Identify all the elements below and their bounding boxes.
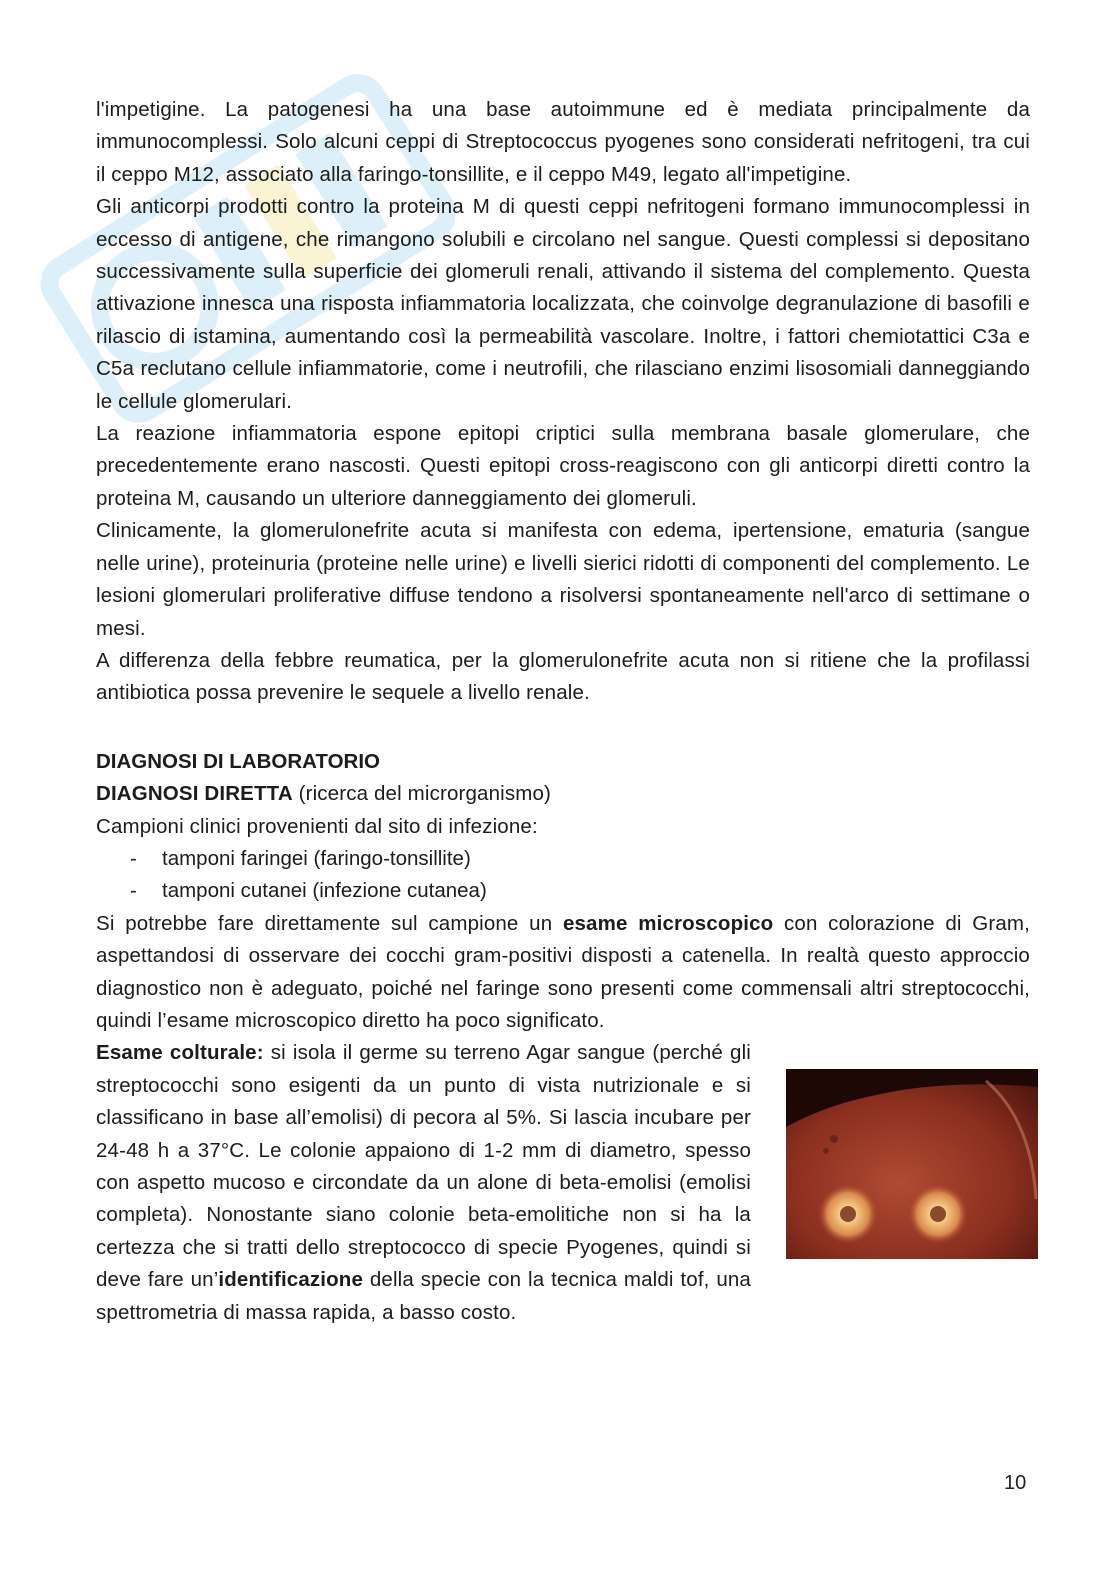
list-item: - tamponi cutanei (infezione cutanea)	[130, 875, 1030, 907]
microscopy-paragraph	[96, 908, 1030, 1038]
microscopy-text-a: Si potrebbe fare direttamente sul campione un	[96, 911, 563, 935]
paragraph-epitopi: La reazione infiammatoria espone epitopi criptici sulla membrana basale glomerulare, che precedentemente erano nascosti. Questi epitopi cross-reagiscono con gli anticorpi diretti contro la proteina M, causando un ulteriore danneggiamento dei glomeruli.	[96, 422, 1030, 510]
culture-text-a: si isola il germe su terreno Agar sangue (perché gli streptococchi sono esigenti da un punto di vista nutrizionale e si classificano in base all’emolisi) di pecora al 5%. Si lascia incubare per 24-48 h a 37°C. Le colonie appaiono di 1-2 mm di diametro, spesso con aspetto mucoso e circondate da un alone di beta-emolisi (emolisi completa). Nonostante siano colonie beta-emolitiche non si ha la certezza che si tratti dello streptococco di specie Pyogenes, quindi si deve fare un’	[96, 1041, 751, 1292]
culture-block	[96, 1037, 1030, 1329]
blood-agar-image	[786, 1069, 1038, 1259]
paragraph-immunocomplessi: Gli anticorpi prodotti contro la proteina M di questi ceppi nefritogeni formano immunocomplessi in eccesso di antigene, che rimangono solubili e circolano nel sangue. Questi complessi si depositano successivamente sulla superficie dei glomeruli renali, attivando il sistema del complemento. Questa attivazione innesca una risposta infiammatoria localizzata, che coinvolge degranulazione di basofili e rilascio di istamina, aumentando così la permeabilità vascolare. Inoltre, i fattori chemiotattici C3a e C5a reclutano cellule infiammatorie, come i neutrofili, che rilasciano enzimi lisosomiali danneggiando le cellule glomerulari.	[96, 195, 1030, 413]
samples-list	[96, 843, 1030, 908]
microscopy-bold: esame microscopico	[562, 911, 774, 935]
list-item: - tamponi faringei (faringo-tonsillite)	[130, 843, 1030, 875]
samples-intro: Campioni clinici provenienti dal sito di infezione:	[96, 814, 538, 838]
paragraph-patogenesi: l'impetigine. La patogenesi ha una base autoimmune ed è mediata principalmente da immunocomplessi. Solo alcuni ceppi di Streptococcus pyogenes sono considerati nefritogeni, tra cui il ceppo M12, associato alla faringo-tonsillite, e il ceppo M49, legato all'impetigine.	[96, 98, 1030, 186]
culture-text-b: della specie con la tecnica maldi tof, una spettrometria di massa rapida, a basso costo.	[96, 1268, 751, 1324]
direct-diagnosis-label: DIAGNOSI DIRETTA	[96, 782, 293, 806]
direct-diagnosis-line	[96, 778, 1030, 810]
blood-agar-photo-icon	[786, 1069, 1038, 1259]
culture-bold: Esame colturale:	[96, 1041, 264, 1065]
culture-paragraph	[96, 1037, 751, 1329]
direct-diagnosis-note: (ricerca del microrganismo)	[292, 782, 552, 806]
page-number: 10	[1004, 1472, 1027, 1494]
microscopy-text-b: con colorazione di Gram, aspettandosi di osservare dei cocchi gram-positivi disposti a catenella. In realtà questo approccio diagnostico non è adeguato, poiché nel faringe sono presenti come commensali altri streptococchi, quindi l’esame microscopico diretto ha poco significato.	[96, 911, 1030, 1032]
section-heading: DIAGNOSI DI LABORATORIO	[96, 749, 380, 773]
identification-bold: identificazione	[218, 1268, 364, 1292]
paragraph-profilassi: A differenza della febbre reumatica, per la glomerulonefrite acuta non si ritiene che la profilassi antibiotica possa prevenire le sequele a livello renale.	[96, 648, 1030, 705]
paragraph-clinica: Clinicamente, la glomerulonefrite acuta si manifesta con edema, ipertensione, ematuria (sangue nelle urine), proteinuria (proteine nelle urine) e livelli sierici ridotti di componenti del complemento. Le lesioni glomerulari proliferative diffuse tendono a risolversi spontaneamente nell'arco di settimane o mesi.	[96, 519, 1030, 640]
page-content	[96, 94, 1030, 1329]
